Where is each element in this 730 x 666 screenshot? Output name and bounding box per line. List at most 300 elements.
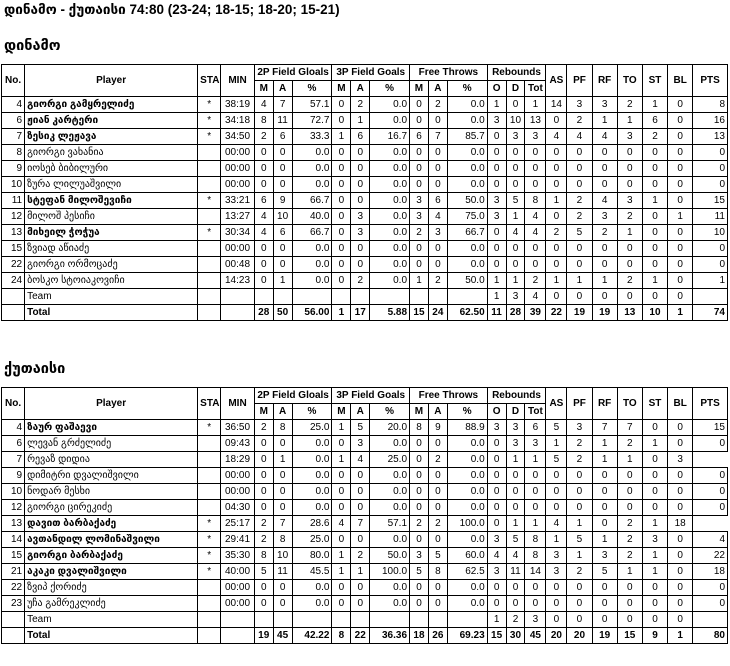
stat-cell: 0	[351, 193, 370, 209]
stat-cell: 0	[254, 484, 273, 500]
stat-cell: 0	[693, 145, 728, 161]
stat-cell: 9	[2, 468, 25, 484]
stat-cell: 0	[351, 596, 370, 612]
stat-cell	[2, 612, 25, 628]
stat-cell: 22	[2, 580, 25, 596]
col-header-d: D	[506, 404, 525, 420]
stat-cell: 16	[693, 113, 728, 129]
col-header-as: AS	[546, 65, 567, 97]
stat-cell: *	[198, 225, 221, 241]
stat-cell: 0	[506, 161, 525, 177]
stat-cell: 0	[273, 257, 292, 273]
stat-cell: 8	[428, 564, 447, 580]
total-row	[2, 305, 728, 321]
stat-cell: 0	[592, 289, 617, 305]
stat-cell	[198, 628, 221, 644]
stat-cell: 0	[617, 596, 642, 612]
player-row	[2, 177, 728, 193]
player-name: ლევან გრძელიძე	[25, 436, 198, 452]
col-header-fg3: 3P Field Goals	[332, 65, 410, 81]
stat-cell: 22	[351, 628, 370, 644]
col-header-ft: Free Throws	[410, 388, 488, 404]
stat-cell: 0	[332, 257, 351, 273]
stat-cell: 0.0	[292, 500, 332, 516]
player-row	[2, 580, 728, 596]
player-row	[2, 420, 728, 436]
stat-cell: 1	[332, 129, 351, 145]
stat-cell: 0	[668, 97, 693, 113]
stat-cell: 3	[525, 436, 546, 452]
player-name: მიხეილ ჭოჭუა	[25, 225, 198, 241]
stat-cell: 18:29	[221, 452, 255, 468]
stat-cell: 1	[592, 452, 617, 468]
player-name: გიორგი ცირეკიძე	[25, 500, 198, 516]
stat-cell: 0.0	[447, 500, 487, 516]
stat-cell: 5	[506, 532, 525, 548]
stat-cell: 4	[525, 289, 546, 305]
stat-cell: 2	[351, 548, 370, 564]
stat-cell: 8	[273, 420, 292, 436]
stat-cell: 0	[506, 468, 525, 484]
stat-cell: 0	[668, 161, 693, 177]
player-row	[2, 548, 728, 564]
col-header-d: D	[506, 81, 525, 97]
player-row	[2, 500, 728, 516]
stat-cell: 3	[617, 129, 642, 145]
stat-cell: 1	[567, 516, 592, 532]
stat-cell: 35:30	[221, 548, 255, 564]
stat-cell: 5	[546, 452, 567, 468]
stat-cell: 13	[2, 516, 25, 532]
stat-cell: 0	[546, 177, 567, 193]
stat-cell: 0	[668, 532, 693, 548]
stat-cell: 1	[642, 436, 667, 452]
stat-cell	[254, 612, 273, 628]
stat-cell: 4	[592, 193, 617, 209]
col-header-pct: %	[447, 81, 487, 97]
stat-cell: *	[198, 129, 221, 145]
stat-cell: 3	[506, 436, 525, 452]
stat-cell: 36:50	[221, 420, 255, 436]
stat-cell: *	[198, 97, 221, 113]
stat-cell: 0	[332, 177, 351, 193]
stat-cell: 0	[642, 596, 667, 612]
stat-cell: 0.0	[370, 500, 410, 516]
stat-cell: 0	[410, 500, 429, 516]
stat-cell: 0	[668, 548, 693, 564]
player-name: ნოდარ მესხი	[25, 484, 198, 500]
stat-cell: 14	[2, 532, 25, 548]
stat-cell: 0	[332, 532, 351, 548]
stat-cell: 0	[487, 580, 506, 596]
stat-cell: 00:00	[221, 161, 255, 177]
stat-cell	[428, 612, 447, 628]
stat-cell: 4	[525, 209, 546, 225]
stat-cell: 11	[693, 209, 728, 225]
stat-cell: 1	[642, 548, 667, 564]
stat-cell: 0	[506, 484, 525, 500]
stat-cell	[198, 468, 221, 484]
stat-cell: 1	[487, 273, 506, 289]
stat-cell: 2	[410, 516, 429, 532]
stat-cell: 0	[525, 500, 546, 516]
stat-cell: 42.22	[292, 628, 332, 644]
stat-cell: 45	[525, 628, 546, 644]
stat-cell: 4	[567, 129, 592, 145]
stat-cell: *	[198, 532, 221, 548]
stat-cell: 24	[2, 273, 25, 289]
stat-cell: 8	[273, 532, 292, 548]
stat-cell: 0	[506, 145, 525, 161]
stat-cell: 0	[617, 484, 642, 500]
stat-cell: 14:23	[221, 273, 255, 289]
player-row	[2, 468, 728, 484]
stat-cell: 0	[642, 612, 667, 628]
stat-cell: 3	[487, 564, 506, 580]
stat-cell: 3	[525, 129, 546, 145]
col-header-pct: %	[292, 81, 332, 97]
stat-cell: 50.0	[447, 193, 487, 209]
stat-cell: 50.0	[447, 273, 487, 289]
stat-cell: 0	[617, 289, 642, 305]
col-header-min: MIN	[221, 65, 255, 97]
stat-cell: 1	[617, 113, 642, 129]
stat-cell: 0	[668, 612, 693, 628]
stat-cell: 4	[351, 452, 370, 468]
stat-cell: 0	[642, 225, 667, 241]
stat-cell: 1	[525, 516, 546, 532]
col-header-a: A	[428, 404, 447, 420]
stat-cell: 24	[428, 305, 447, 321]
stat-cell: 1	[332, 452, 351, 468]
stat-cell: 1	[546, 532, 567, 548]
stat-cell: 11	[2, 193, 25, 209]
stat-cell: 00:00	[221, 580, 255, 596]
stat-cell: 0	[506, 177, 525, 193]
stat-cell: 1	[617, 225, 642, 241]
stat-cell: 1	[668, 305, 693, 321]
player-row	[2, 516, 728, 532]
col-header-as: AS	[546, 388, 567, 420]
stat-cell: 0	[592, 612, 617, 628]
stat-cell: 3	[351, 436, 370, 452]
player-name: Team	[25, 289, 198, 305]
player-row	[2, 241, 728, 257]
col-header-no: No.	[2, 65, 25, 97]
stat-cell: 0	[693, 484, 728, 500]
stat-cell	[198, 612, 221, 628]
stat-cell: *	[198, 113, 221, 129]
col-header-fg3: 3P Field Goals	[332, 388, 410, 404]
stat-cell: 0	[332, 209, 351, 225]
stat-cell: 3	[567, 97, 592, 113]
stat-cell: 0	[546, 580, 567, 596]
stat-cell	[198, 436, 221, 452]
stat-cell: 0	[273, 241, 292, 257]
player-name: გიორგი ორმოცაძე	[25, 257, 198, 273]
col-header-no: No.	[2, 388, 25, 420]
stat-cell: 26	[428, 628, 447, 644]
stat-cell: 5	[428, 548, 447, 564]
stat-cell: 7	[428, 129, 447, 145]
stat-cell: 0	[428, 580, 447, 596]
col-header-to: TO	[617, 65, 642, 97]
stat-cell: 0	[592, 257, 617, 273]
stat-cell: 0	[254, 161, 273, 177]
stat-cell: 2	[428, 516, 447, 532]
stat-cell	[693, 289, 728, 305]
stat-cell: 0	[642, 484, 667, 500]
col-header-to: TO	[617, 388, 642, 420]
stat-cell: 3	[351, 209, 370, 225]
stat-cell	[198, 596, 221, 612]
stat-cell: 0	[351, 484, 370, 500]
stat-cell: 0.0	[447, 468, 487, 484]
stat-cell: 0	[567, 612, 592, 628]
stat-cell: 0	[642, 161, 667, 177]
stat-cell: 0	[506, 241, 525, 257]
col-header-pf: PF	[567, 388, 592, 420]
stat-cell: 0	[332, 580, 351, 596]
stat-cell: 20	[546, 628, 567, 644]
stat-cell: 0	[668, 580, 693, 596]
stat-cell: 0	[487, 500, 506, 516]
stat-cell: 00:00	[221, 596, 255, 612]
stat-cell: 1	[506, 273, 525, 289]
stat-cell: 1	[642, 273, 667, 289]
stat-cell: 0.0	[447, 177, 487, 193]
stat-cell: 4	[546, 129, 567, 145]
stat-cell: 0	[487, 484, 506, 500]
stat-cell: 0	[332, 500, 351, 516]
stat-cell: 1	[332, 564, 351, 580]
stat-cell: 0	[668, 596, 693, 612]
stat-cell: 4	[254, 209, 273, 225]
player-name: ავთანდილ ლომინაშვილი	[25, 532, 198, 548]
stat-cell: 2	[617, 516, 642, 532]
player-row	[2, 113, 728, 129]
stat-cell: 0	[617, 241, 642, 257]
stat-cell: 0	[410, 241, 429, 257]
stat-cell: 0.0	[292, 436, 332, 452]
stat-cell: 6	[254, 193, 273, 209]
stat-cell: 45.5	[292, 564, 332, 580]
box-score-table-kutaisi	[1, 387, 728, 644]
stat-cell: 0	[410, 532, 429, 548]
stat-cell: 0.0	[370, 241, 410, 257]
stat-cell: 0	[273, 580, 292, 596]
stat-cell	[221, 612, 255, 628]
stat-cell: 18	[410, 628, 429, 644]
stat-cell: 0	[428, 177, 447, 193]
stat-cell: 3	[546, 548, 567, 564]
stat-cell: 3	[506, 289, 525, 305]
stat-cell: 29:41	[221, 532, 255, 548]
stat-cell: 1	[273, 452, 292, 468]
stat-cell: 6	[642, 113, 667, 129]
stat-cell: 36.36	[370, 628, 410, 644]
player-name: Total	[25, 305, 198, 321]
stat-cell: 0	[592, 484, 617, 500]
stat-cell	[447, 612, 487, 628]
stat-cell: 0	[668, 500, 693, 516]
stat-cell	[332, 289, 351, 305]
stat-cell: 0	[410, 145, 429, 161]
stat-cell: 0.0	[447, 580, 487, 596]
stat-cell: *	[198, 548, 221, 564]
col-header-m: M	[254, 404, 273, 420]
stat-cell: 0.0	[370, 193, 410, 209]
stat-cell: 00:00	[221, 241, 255, 257]
stat-cell: 0	[332, 273, 351, 289]
stat-cell: 0	[617, 145, 642, 161]
stat-cell: 0	[410, 257, 429, 273]
stat-cell: 0	[254, 500, 273, 516]
stat-cell: 0.0	[447, 452, 487, 468]
stat-cell: 0	[487, 436, 506, 452]
total-row	[2, 628, 728, 644]
stat-cell: 0	[410, 468, 429, 484]
stat-cell: 2	[617, 97, 642, 113]
stat-cell: 1	[410, 273, 429, 289]
stat-cell: 10	[642, 305, 667, 321]
stat-cell: 0	[567, 257, 592, 273]
stat-cell: 0	[332, 113, 351, 129]
stat-cell: 80.0	[292, 548, 332, 564]
player-row	[2, 596, 728, 612]
stat-cell: 4	[506, 548, 525, 564]
stat-cell: 0	[592, 500, 617, 516]
stat-cell: 2	[617, 532, 642, 548]
col-header-o: O	[487, 404, 506, 420]
stat-cell: 7	[2, 452, 25, 468]
stat-cell	[221, 289, 255, 305]
stat-cell: 0	[273, 161, 292, 177]
stat-cell: 40:00	[221, 564, 255, 580]
stat-cell: 0	[332, 193, 351, 209]
stat-cell: 0	[332, 241, 351, 257]
stat-cell: 0	[487, 452, 506, 468]
col-header-a: A	[351, 404, 370, 420]
stat-cell: 7	[2, 129, 25, 145]
stat-cell: 38:19	[221, 97, 255, 113]
stat-cell: 18	[668, 516, 693, 532]
stat-cell: 0.0	[447, 113, 487, 129]
stat-cell: 0	[693, 500, 728, 516]
player-row	[2, 145, 728, 161]
stat-cell: 0	[273, 436, 292, 452]
stat-cell: 0.0	[370, 225, 410, 241]
stat-cell: 0.0	[370, 177, 410, 193]
stat-cell: 10	[693, 225, 728, 241]
stat-cell: 0	[332, 97, 351, 113]
stat-cell: 0.0	[447, 97, 487, 113]
stat-cell: 0	[668, 468, 693, 484]
stat-cell: 0.0	[370, 532, 410, 548]
stat-cell	[447, 289, 487, 305]
stat-cell: 0	[592, 596, 617, 612]
stat-cell: 75.0	[447, 209, 487, 225]
stat-cell: 1	[668, 628, 693, 644]
stat-cell: 0.0	[370, 209, 410, 225]
stat-cell: 0	[617, 161, 642, 177]
stat-cell: 2	[546, 225, 567, 241]
stat-cell: 0	[546, 145, 567, 161]
stat-cell: 0	[525, 580, 546, 596]
stat-cell: 0	[617, 468, 642, 484]
stat-cell: 0	[546, 612, 567, 628]
stat-cell	[292, 289, 332, 305]
stat-cell: 0	[642, 452, 667, 468]
stat-cell: 0	[617, 257, 642, 273]
stat-cell: 0	[617, 500, 642, 516]
stat-cell: 1	[525, 97, 546, 113]
stat-cell	[273, 289, 292, 305]
stat-cell: 10	[506, 113, 525, 129]
stat-cell: 19	[254, 628, 273, 644]
stat-cell: 25.0	[370, 452, 410, 468]
stat-cell: 0.0	[447, 484, 487, 500]
stat-cell	[198, 161, 221, 177]
stat-cell: 0.0	[370, 484, 410, 500]
stat-cell: 4	[2, 97, 25, 113]
stat-cell: 1	[546, 436, 567, 452]
stat-cell: 0	[428, 241, 447, 257]
stat-cell: 6	[525, 420, 546, 436]
stat-cell: 4	[546, 516, 567, 532]
stat-cell: 3	[567, 420, 592, 436]
player-row	[2, 129, 728, 145]
stat-cell: 5.88	[370, 305, 410, 321]
col-header-rf: RF	[592, 388, 617, 420]
stat-cell	[198, 484, 221, 500]
player-name: ზესიკ ლეჟავა	[25, 129, 198, 145]
stat-cell: 13	[693, 129, 728, 145]
stat-cell: 0.0	[447, 436, 487, 452]
stat-cell: 5	[567, 225, 592, 241]
stat-cell	[351, 612, 370, 628]
stat-cell: 0	[254, 436, 273, 452]
stat-cell: 0.0	[292, 161, 332, 177]
stat-cell: 0	[525, 257, 546, 273]
stat-cell: 3	[592, 548, 617, 564]
stat-cell: 2	[617, 436, 642, 452]
stat-cell	[273, 612, 292, 628]
stat-cell	[2, 289, 25, 305]
stat-cell: 3	[506, 129, 525, 145]
stat-cell: 18	[693, 564, 728, 580]
stat-cell: 0	[592, 161, 617, 177]
player-name: ზვიად აწიაძე	[25, 241, 198, 257]
stat-cell: 4	[332, 516, 351, 532]
stat-cell: 28	[506, 305, 525, 321]
stat-cell: 0	[693, 241, 728, 257]
stat-cell: 3	[410, 209, 429, 225]
stat-cell: 22	[2, 257, 25, 273]
stat-cell: 0	[487, 468, 506, 484]
team-name-dinamo: დინამო	[4, 38, 61, 54]
stat-cell: 0	[668, 225, 693, 241]
stat-cell: 4	[254, 225, 273, 241]
stat-cell: 50.0	[370, 548, 410, 564]
stat-cell: 2	[410, 225, 429, 241]
stat-cell: 0.0	[370, 97, 410, 113]
stat-cell: 0.0	[370, 257, 410, 273]
stat-cell: 1	[567, 548, 592, 564]
stat-cell: 0.0	[292, 580, 332, 596]
stat-cell: 2	[617, 548, 642, 564]
player-name: გიორგი ბარბაქაძე	[25, 548, 198, 564]
